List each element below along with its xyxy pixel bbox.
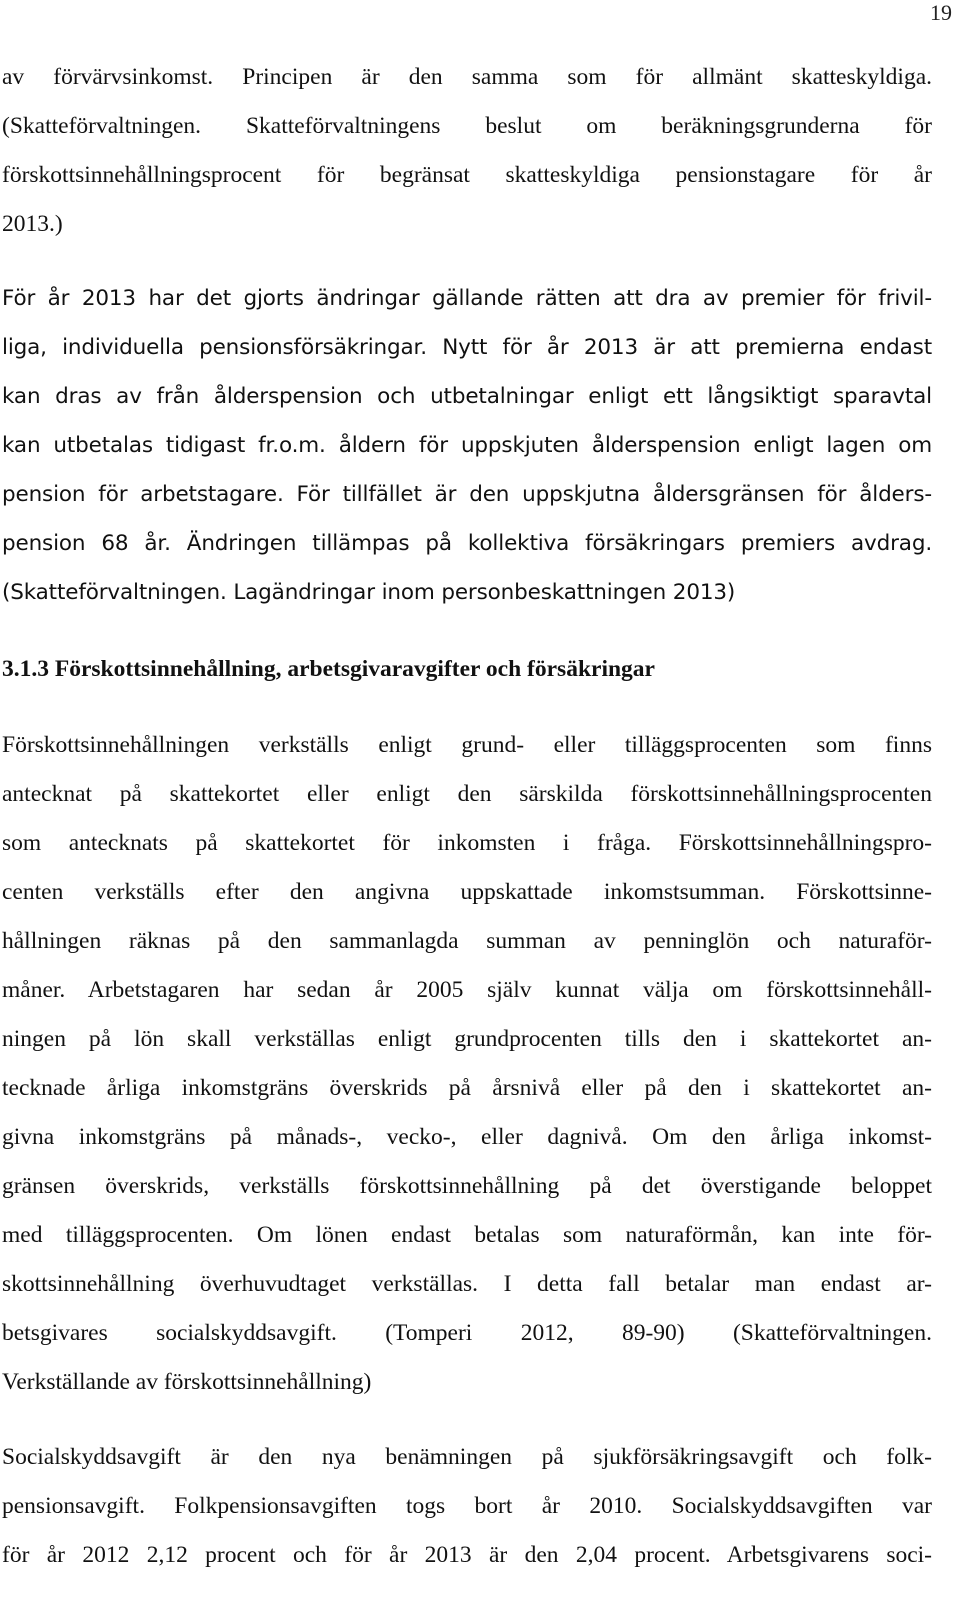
text-line: av förvärvsinkomst. Principen är den samma som för allmänt skatteskyldiga. [2,64,932,90]
text-line: pension 68 år. Ändringen tillämpas på kollektiva försäkringars premiers avdrag. [2,531,932,556]
text-line: tecknade årliga inkomstgräns överskrids på årsnivå eller på den i skattekortet an- [2,1075,932,1101]
text-line: med tilläggsprocenten. Om lönen endast betalas som naturaförmån, kan inte för- [2,1222,932,1248]
text-line: antecknat på skattekortet eller enligt den särskilda förskottsinnehållningsprocenten [2,781,932,807]
text-line: Socialskyddsavgift är den nya benämningen på sjukförsäkringsavgift och folk- [2,1444,932,1470]
page-number: 19 [930,0,952,25]
text-line: hållningen räknas på den sammanlagda summan av penninglön och naturaför- [2,928,932,954]
text-line: för år 2012 2,12 procent och för år 2013 är den 2,04 procent. Arbetsgivarens soci- [2,1542,932,1568]
text-line: Förskottsinnehållningen verkställs enligt grund- eller tilläggsprocenten som finns [2,732,932,758]
text-line: förskottsinnehållningsprocent för begränsat skatteskyldiga pensionstagare för år [2,162,932,188]
text-line: Verkställande av förskottsinnehållning) [2,1369,372,1395]
text-line: som antecknats på skattekortet för inkomsten i fråga. Förskottsinnehållningspro- [2,830,932,856]
text-line: 2013.) [2,211,63,237]
text-line: kan dras av från ålderspension och utbetalningar enligt ett långsiktigt sparavtal [2,384,932,409]
text-line: liga, individuella pensionsförsäkringar. Nytt för år 2013 är att premierna endast [2,335,932,360]
text-line: pensionsavgift. Folkpensionsavgiften togs bort år 2010. Socialskyddsavgiften var [2,1493,932,1519]
text-line: kan utbetalas tidigast fr.o.m. åldern för uppskjuten ålderspension enligt lagen om [2,433,932,458]
text-line: (Skatteförvaltningen. Skatteförvaltningens beslut om beräkningsgrunderna för [2,113,932,139]
text-line: (Skatteförvaltningen. Lagändringar inom personbeskattningen 2013) [2,580,736,605]
text-line: gränsen överskrids, verkställs förskottsinnehållning på det överstigande beloppet [2,1173,932,1199]
section-heading: 3.1.3 Förskottsinnehållning, arbetsgivaravgifter och försäkringar [2,656,655,682]
text-line: För år 2013 har det gjorts ändringar gällande rätten att dra av premier för frivil- [2,286,932,311]
text-line: centen verkställs efter den angivna uppskattade inkomstsumman. Förskottsinne- [2,879,932,905]
text-line: betsgivares socialskyddsavgift. (Tomperi 2012, 89-90) (Skatteförvaltningen. [2,1320,932,1346]
text-line: måner. Arbetstagaren har sedan år 2005 själv kunnat välja om förskottsinnehåll- [2,977,932,1003]
text-line: pension för arbetstagare. För tillfället är den uppskjutna åldersgränsen för ålders- [2,482,932,507]
text-line: givna inkomstgräns på månads-, vecko-, eller dagnivå. Om den årliga inkomst- [2,1124,932,1150]
text-line: skottsinnehållning överhuvudtaget verkställas. I detta fall betalar man endast ar- [2,1271,932,1297]
text-line: ningen på lön skall verkställas enligt grundprocenten tills den i skattekortet an- [2,1026,932,1052]
